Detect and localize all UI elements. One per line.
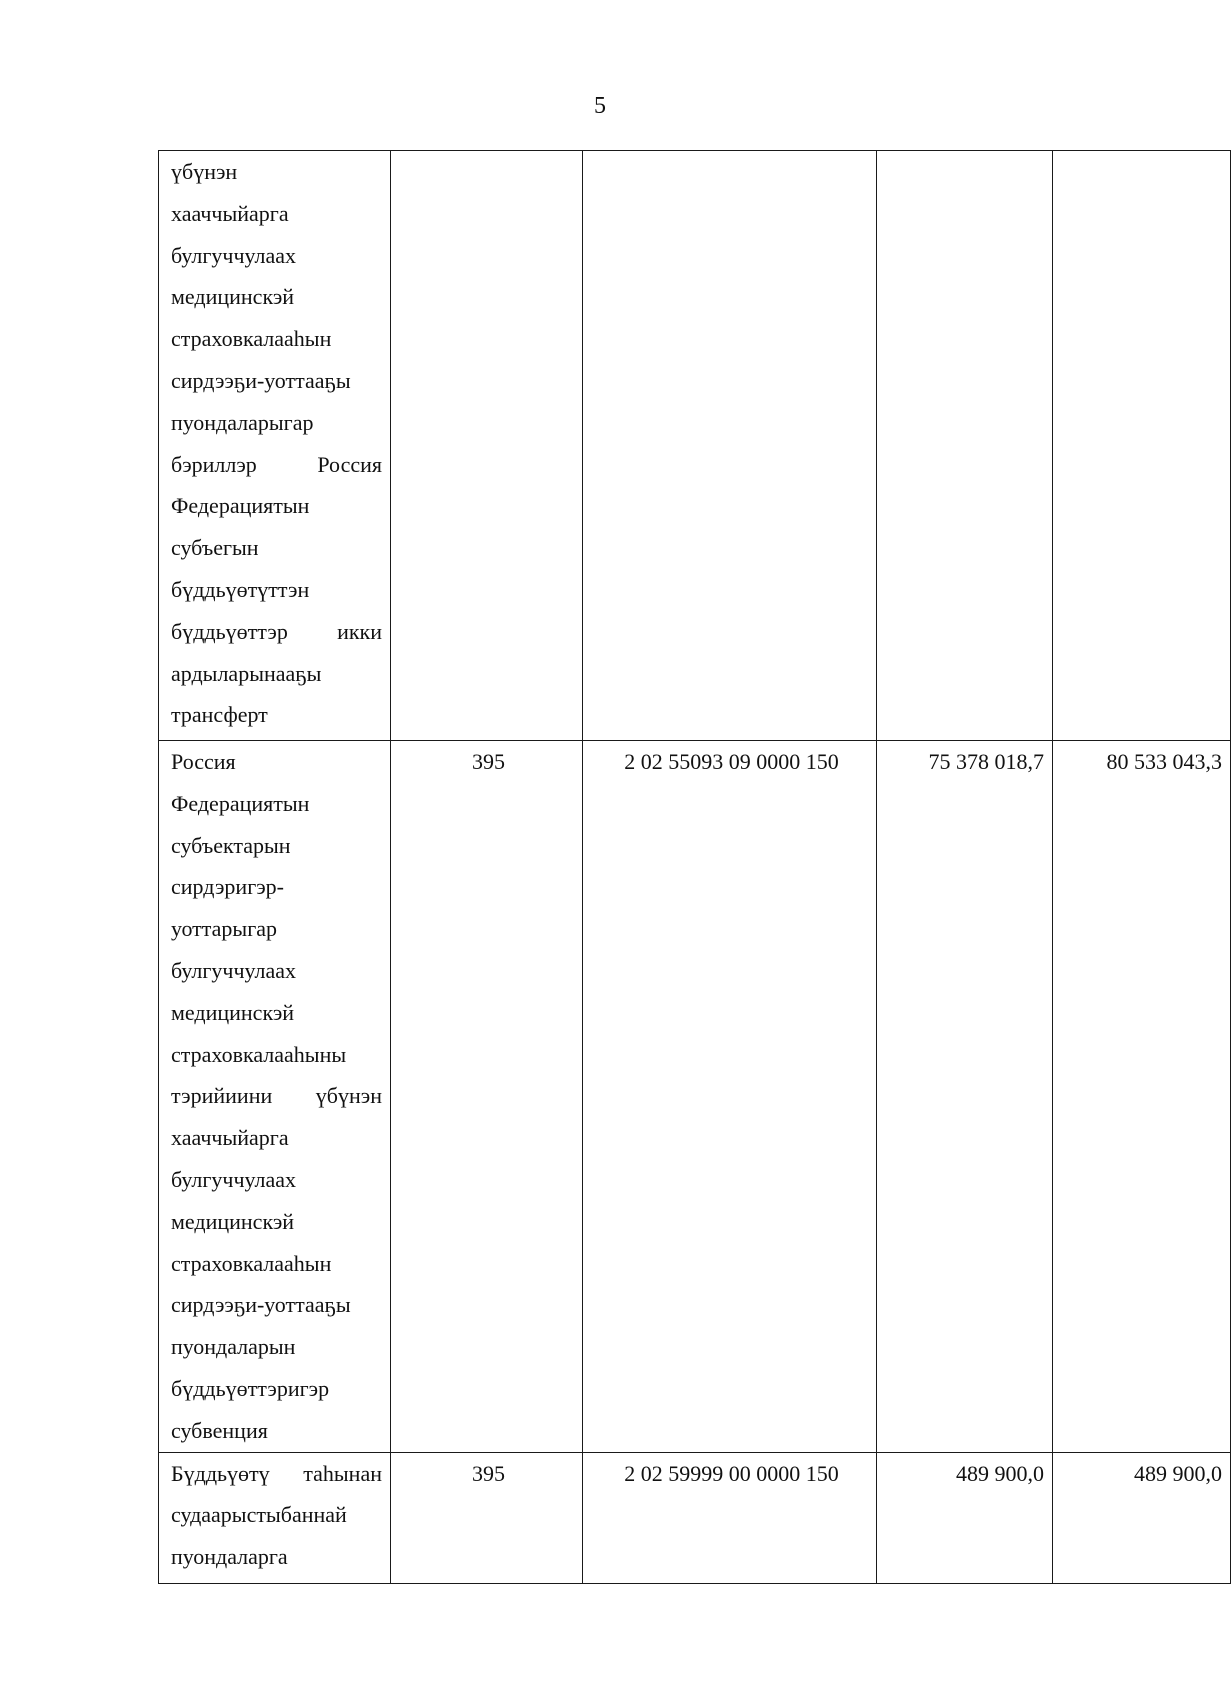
- name-line: бүддьүөттэригэр: [171, 1375, 330, 1401]
- name-line: бүддьүөттэр икки: [171, 618, 382, 644]
- budget-classification-cell: 2 02 59999 00 0000 150: [583, 1452, 877, 1583]
- page-number: 5: [594, 93, 606, 119]
- name-line: медицинскэй: [171, 284, 295, 310]
- amount-year1-cell: 489 900,0: [877, 1452, 1053, 1583]
- row-name-cell: [159, 151, 391, 741]
- amount-year2-cell: 80 533 043,3: [1053, 741, 1231, 1453]
- name-line: ардыларынааҕы: [171, 660, 322, 686]
- name-line: пуондаларын: [171, 1334, 296, 1360]
- amount-year2-cell: 489 900,0: [1053, 1452, 1231, 1583]
- name-line: сирдээҕи-уоттааҕы: [171, 367, 351, 393]
- name-line: сирдээҕи-уоттааҕы: [171, 1292, 351, 1318]
- name-line: булгуччулаах: [171, 1166, 297, 1192]
- name-line: булгуччулаах: [171, 242, 297, 268]
- name-line: үбүнэн: [171, 159, 238, 184]
- name-line: страховкалааһын: [171, 1250, 332, 1276]
- table-row: [159, 151, 1231, 741]
- name-line: Федерациятын: [171, 790, 310, 816]
- name-line: бүддьүөтүттэн: [171, 576, 310, 602]
- table-row: [159, 1452, 1231, 1583]
- name-line: судаарыстыбаннай: [171, 1502, 347, 1528]
- name-line: страховкалааһын: [171, 326, 332, 352]
- amount-year1-cell: [877, 151, 1053, 741]
- name-line: булгуччулаах: [171, 957, 297, 983]
- row-name-cell: [159, 1452, 391, 1583]
- amount-year2-cell: [1053, 151, 1231, 741]
- amount-year1-cell: 75 378 018,7: [877, 741, 1053, 1453]
- budget-classification-cell: [583, 151, 877, 741]
- name-line: бэриллэр Россия: [171, 451, 382, 477]
- row-name-cell: [159, 741, 391, 1453]
- name-line: тэрийиини үбүнэн: [171, 1083, 382, 1109]
- name-line: Бүддьүөтү таһынан: [171, 1460, 382, 1486]
- name-line: Россия: [171, 749, 236, 774]
- budget-table: [158, 150, 1231, 1584]
- table-row: [159, 741, 1231, 1453]
- name-line: субъектарын: [171, 832, 291, 858]
- name-line: Федерациятын: [171, 493, 310, 519]
- admin-code-cell: 395: [391, 1452, 583, 1583]
- name-line: уоттарыгар: [171, 916, 277, 942]
- name-line: медицинскэй: [171, 1208, 295, 1234]
- budget-classification-cell: 2 02 55093 09 0000 150: [583, 741, 877, 1453]
- name-line: пуондаларыгар: [171, 409, 314, 435]
- admin-code-cell: 395: [391, 741, 583, 1453]
- name-line: сирдэригэр-: [171, 874, 284, 900]
- name-line: страховкалааһыны: [171, 1041, 347, 1067]
- name-line: пуондаларга: [171, 1544, 288, 1570]
- name-line: трансферт: [171, 702, 268, 728]
- name-line: медицинскэй: [171, 999, 295, 1025]
- name-line: субвенция: [171, 1417, 268, 1443]
- name-line: субъегын: [171, 535, 259, 561]
- name-line: хааччыйарга: [171, 1125, 289, 1151]
- name-line: хааччыйарга: [171, 200, 289, 226]
- admin-code-cell: [391, 151, 583, 741]
